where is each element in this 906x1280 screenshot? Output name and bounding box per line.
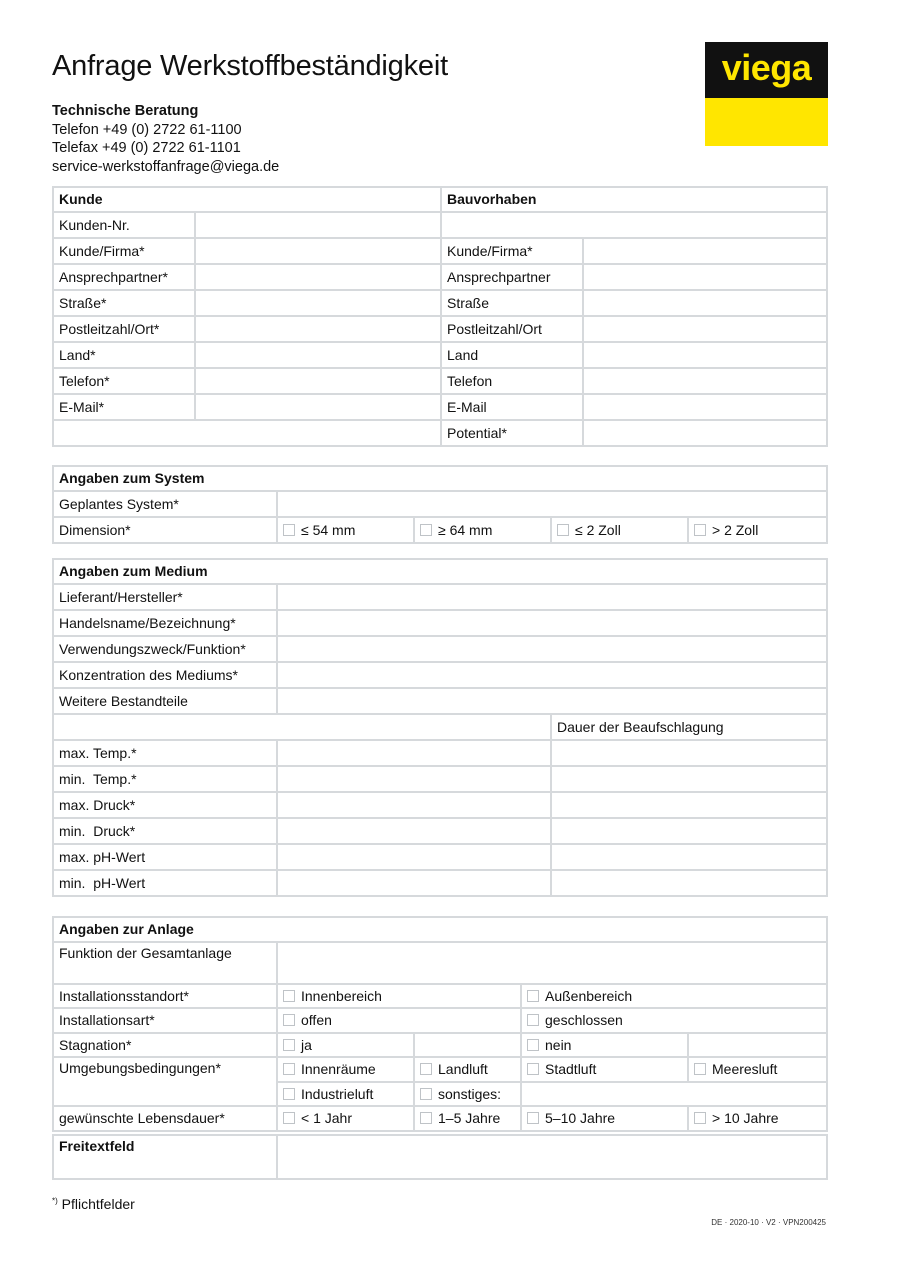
medium-label: Verwendungszweck/Funktion* (53, 636, 277, 662)
kunde-label: Postleitzahl/Ort* (53, 316, 195, 342)
checkbox[interactable] (527, 1039, 539, 1051)
funktion-input[interactable] (277, 942, 827, 984)
system-label: Geplantes System* (53, 491, 277, 517)
umgebung-label: Umgebungsbedingungen* (53, 1057, 277, 1106)
system-input[interactable] (277, 491, 827, 517)
bauvorhaben-label: Kunde/Firma* (441, 238, 583, 264)
param-label: max. Druck* (53, 792, 277, 818)
medium-input[interactable] (277, 584, 827, 610)
medium-label: Handelsname/Bezeichnung* (53, 610, 277, 636)
standort-option[interactable]: Innenbereich (277, 984, 521, 1009)
kunde-label: Ansprechpartner* (53, 264, 195, 290)
bauvorhaben-label: Straße (441, 290, 583, 316)
system-heading: Angaben zum System (53, 466, 827, 491)
dauer-input[interactable] (551, 766, 827, 792)
bauvorhaben-label: Land (441, 342, 583, 368)
bauvorhaben-label: Ansprechpartner (441, 264, 583, 290)
anlage-heading: Angaben zur Anlage (53, 917, 827, 942)
dauer-header: Dauer der Beaufschlagung (551, 714, 827, 740)
kunde-input[interactable] (195, 238, 441, 264)
param-label: max. pH-Wert (53, 844, 277, 870)
bauvorhaben-input[interactable] (583, 238, 827, 264)
checkbox[interactable] (694, 1063, 706, 1075)
kunde-input[interactable] (195, 368, 441, 394)
page-title: Anfrage Werkstoffbeständigkeit (52, 50, 448, 82)
bauvorhaben-input[interactable] (583, 290, 827, 316)
checkbox[interactable] (527, 990, 539, 1002)
standort-label: Installationsstandort* (53, 984, 277, 1009)
medium-input[interactable] (277, 662, 827, 688)
medium-table (52, 558, 828, 897)
kunde-label: Kunde/Firma* (53, 238, 195, 264)
checkbox[interactable] (283, 990, 295, 1002)
param-input[interactable] (277, 844, 551, 870)
medium-label: Konzentration des Mediums* (53, 662, 277, 688)
dauer-input[interactable] (551, 870, 827, 896)
anlage-table (52, 916, 828, 1132)
kunde-label: Kunden-Nr. (53, 212, 195, 238)
checkbox[interactable] (283, 1088, 295, 1100)
bauvorhaben-input[interactable] (583, 368, 827, 394)
logo-text: viega (721, 47, 812, 88)
param-label: min. pH-Wert (53, 870, 277, 896)
contact-email[interactable]: service-werkstoffanfrage@viega.de (52, 158, 280, 175)
kunde-input[interactable] (195, 290, 441, 316)
dimension-option[interactable]: > 2 Zoll (688, 517, 827, 543)
viega-logo (705, 42, 828, 146)
dauer-input[interactable] (551, 844, 827, 870)
kunde-input[interactable] (195, 394, 441, 420)
kunde-label: Land* (53, 342, 195, 368)
sonstiges-input[interactable] (521, 1082, 827, 1107)
freitext-table (52, 1134, 828, 1180)
checkbox[interactable] (420, 1063, 432, 1075)
medium-input[interactable] (277, 636, 827, 662)
param-input[interactable] (277, 870, 551, 896)
dimension-label: Dimension* (53, 517, 277, 543)
bauvorhaben-label: E-Mail (441, 394, 583, 420)
bauvorhaben-input[interactable] (583, 316, 827, 342)
kunde-input[interactable] (195, 212, 441, 238)
bauvorhaben-input[interactable] (583, 264, 827, 290)
param-label: max. Temp.* (53, 740, 277, 766)
freitext-input[interactable] (277, 1135, 827, 1179)
umgebung-option[interactable]: Innenräume (277, 1057, 414, 1082)
umgebung-option[interactable]: Landluft (414, 1057, 521, 1082)
dauer-input[interactable] (551, 818, 827, 844)
param-input[interactable] (277, 766, 551, 792)
medium-heading: Angaben zum Medium (53, 559, 827, 584)
checkbox[interactable] (694, 1112, 706, 1124)
system-table (52, 465, 828, 544)
kunde-label: E-Mail* (53, 394, 195, 420)
dimension-option[interactable]: ≥ 64 mm (414, 517, 551, 543)
param-label: min. Temp.* (53, 766, 277, 792)
customer-table (52, 186, 828, 447)
stagnation-label: Stagnation* (53, 1033, 277, 1058)
checkbox[interactable] (527, 1014, 539, 1026)
contact-heading: Technische Beratung (52, 103, 199, 119)
dauer-input[interactable] (551, 792, 827, 818)
lebensdauer-option[interactable]: > 10 Jahre (688, 1106, 827, 1131)
checkbox[interactable] (283, 1039, 295, 1051)
umgebung-option[interactable]: Industrieluft (277, 1082, 414, 1107)
dimension-option[interactable]: ≤ 54 mm (277, 517, 414, 543)
lebensdauer-option[interactable]: < 1 Jahr (277, 1106, 414, 1131)
kunde-input[interactable] (195, 264, 441, 290)
medium-empty (53, 714, 551, 740)
standort-option[interactable]: Außenbereich (521, 984, 827, 1009)
checkbox[interactable] (420, 524, 432, 536)
lebensdauer-label: gewünschte Lebensdauer* (53, 1106, 277, 1131)
funktion-label: Funktion der Gesamtanlage (53, 942, 277, 984)
medium-input[interactable] (277, 688, 827, 714)
medium-label: Weitere Bestandteile (53, 688, 277, 714)
dauer-input[interactable] (551, 740, 827, 766)
dimension-option[interactable]: ≤ 2 Zoll (551, 517, 688, 543)
kunde-input[interactable] (195, 342, 441, 368)
document-code: DE · 2020-10 · V2 · VPN200425 (711, 1218, 826, 1227)
umgebung-option[interactable]: sonstiges: (414, 1082, 521, 1107)
checkbox[interactable] (557, 524, 569, 536)
footnote-mark: *) (52, 1196, 58, 1206)
contact-block (52, 102, 279, 176)
art-option[interactable]: offen (277, 1008, 521, 1033)
param-label: min. Druck* (53, 818, 277, 844)
bauvorhaben-heading: Bauvorhaben (441, 187, 827, 212)
contact-fax: Telefax +49 (0) 2722 61-1101 (52, 140, 241, 156)
checkbox[interactable] (420, 1088, 432, 1100)
param-input[interactable] (277, 792, 551, 818)
stagnation-empty (688, 1033, 827, 1058)
stagnation-option[interactable]: ja (277, 1033, 414, 1058)
medium-label: Lieferant/Hersteller* (53, 584, 277, 610)
umgebung-option[interactable]: Stadtluft (521, 1057, 688, 1082)
stagnation-option[interactable]: nein (521, 1033, 688, 1058)
checkbox[interactable] (527, 1063, 539, 1075)
kunde-empty (53, 420, 441, 446)
bauvorhaben-label: Postleitzahl/Ort (441, 316, 583, 342)
art-option[interactable]: geschlossen (521, 1008, 827, 1033)
art-label: Installationsart* (53, 1008, 277, 1033)
bauvorhaben-input[interactable] (583, 420, 827, 446)
stagnation-empty (414, 1033, 521, 1058)
bauvorhaben-input[interactable] (583, 342, 827, 368)
checkbox[interactable] (527, 1112, 539, 1124)
kunde-heading: Kunde (53, 187, 441, 212)
param-input[interactable] (277, 740, 551, 766)
checkbox[interactable] (283, 1014, 295, 1026)
checkbox[interactable] (420, 1112, 432, 1124)
footnote-text: Pflichtfelder (61, 1196, 135, 1212)
checkbox[interactable] (283, 1063, 295, 1075)
medium-input[interactable] (277, 610, 827, 636)
checkbox[interactable] (694, 524, 706, 536)
checkbox[interactable] (283, 524, 295, 536)
kunde-label: Telefon* (53, 368, 195, 394)
freitext-heading: Freitextfeld (53, 1135, 277, 1179)
kunde-input[interactable] (195, 316, 441, 342)
bauvorhaben-label: Telefon (441, 368, 583, 394)
lebensdauer-option[interactable]: 5–10 Jahre (521, 1106, 688, 1131)
bauvorhaben-input[interactable] (583, 394, 827, 420)
lebensdauer-option[interactable]: 1–5 Jahre (414, 1106, 521, 1131)
checkbox[interactable] (283, 1112, 295, 1124)
bauvorhaben-input[interactable] (441, 212, 827, 238)
param-input[interactable] (277, 818, 551, 844)
umgebung-option[interactable]: Meeresluft (688, 1057, 827, 1082)
contact-phone: Telefon +49 (0) 2722 61-1100 (52, 121, 242, 138)
bauvorhaben-label: Potential* (441, 420, 583, 446)
footnote (52, 1196, 135, 1212)
kunde-label: Straße* (53, 290, 195, 316)
